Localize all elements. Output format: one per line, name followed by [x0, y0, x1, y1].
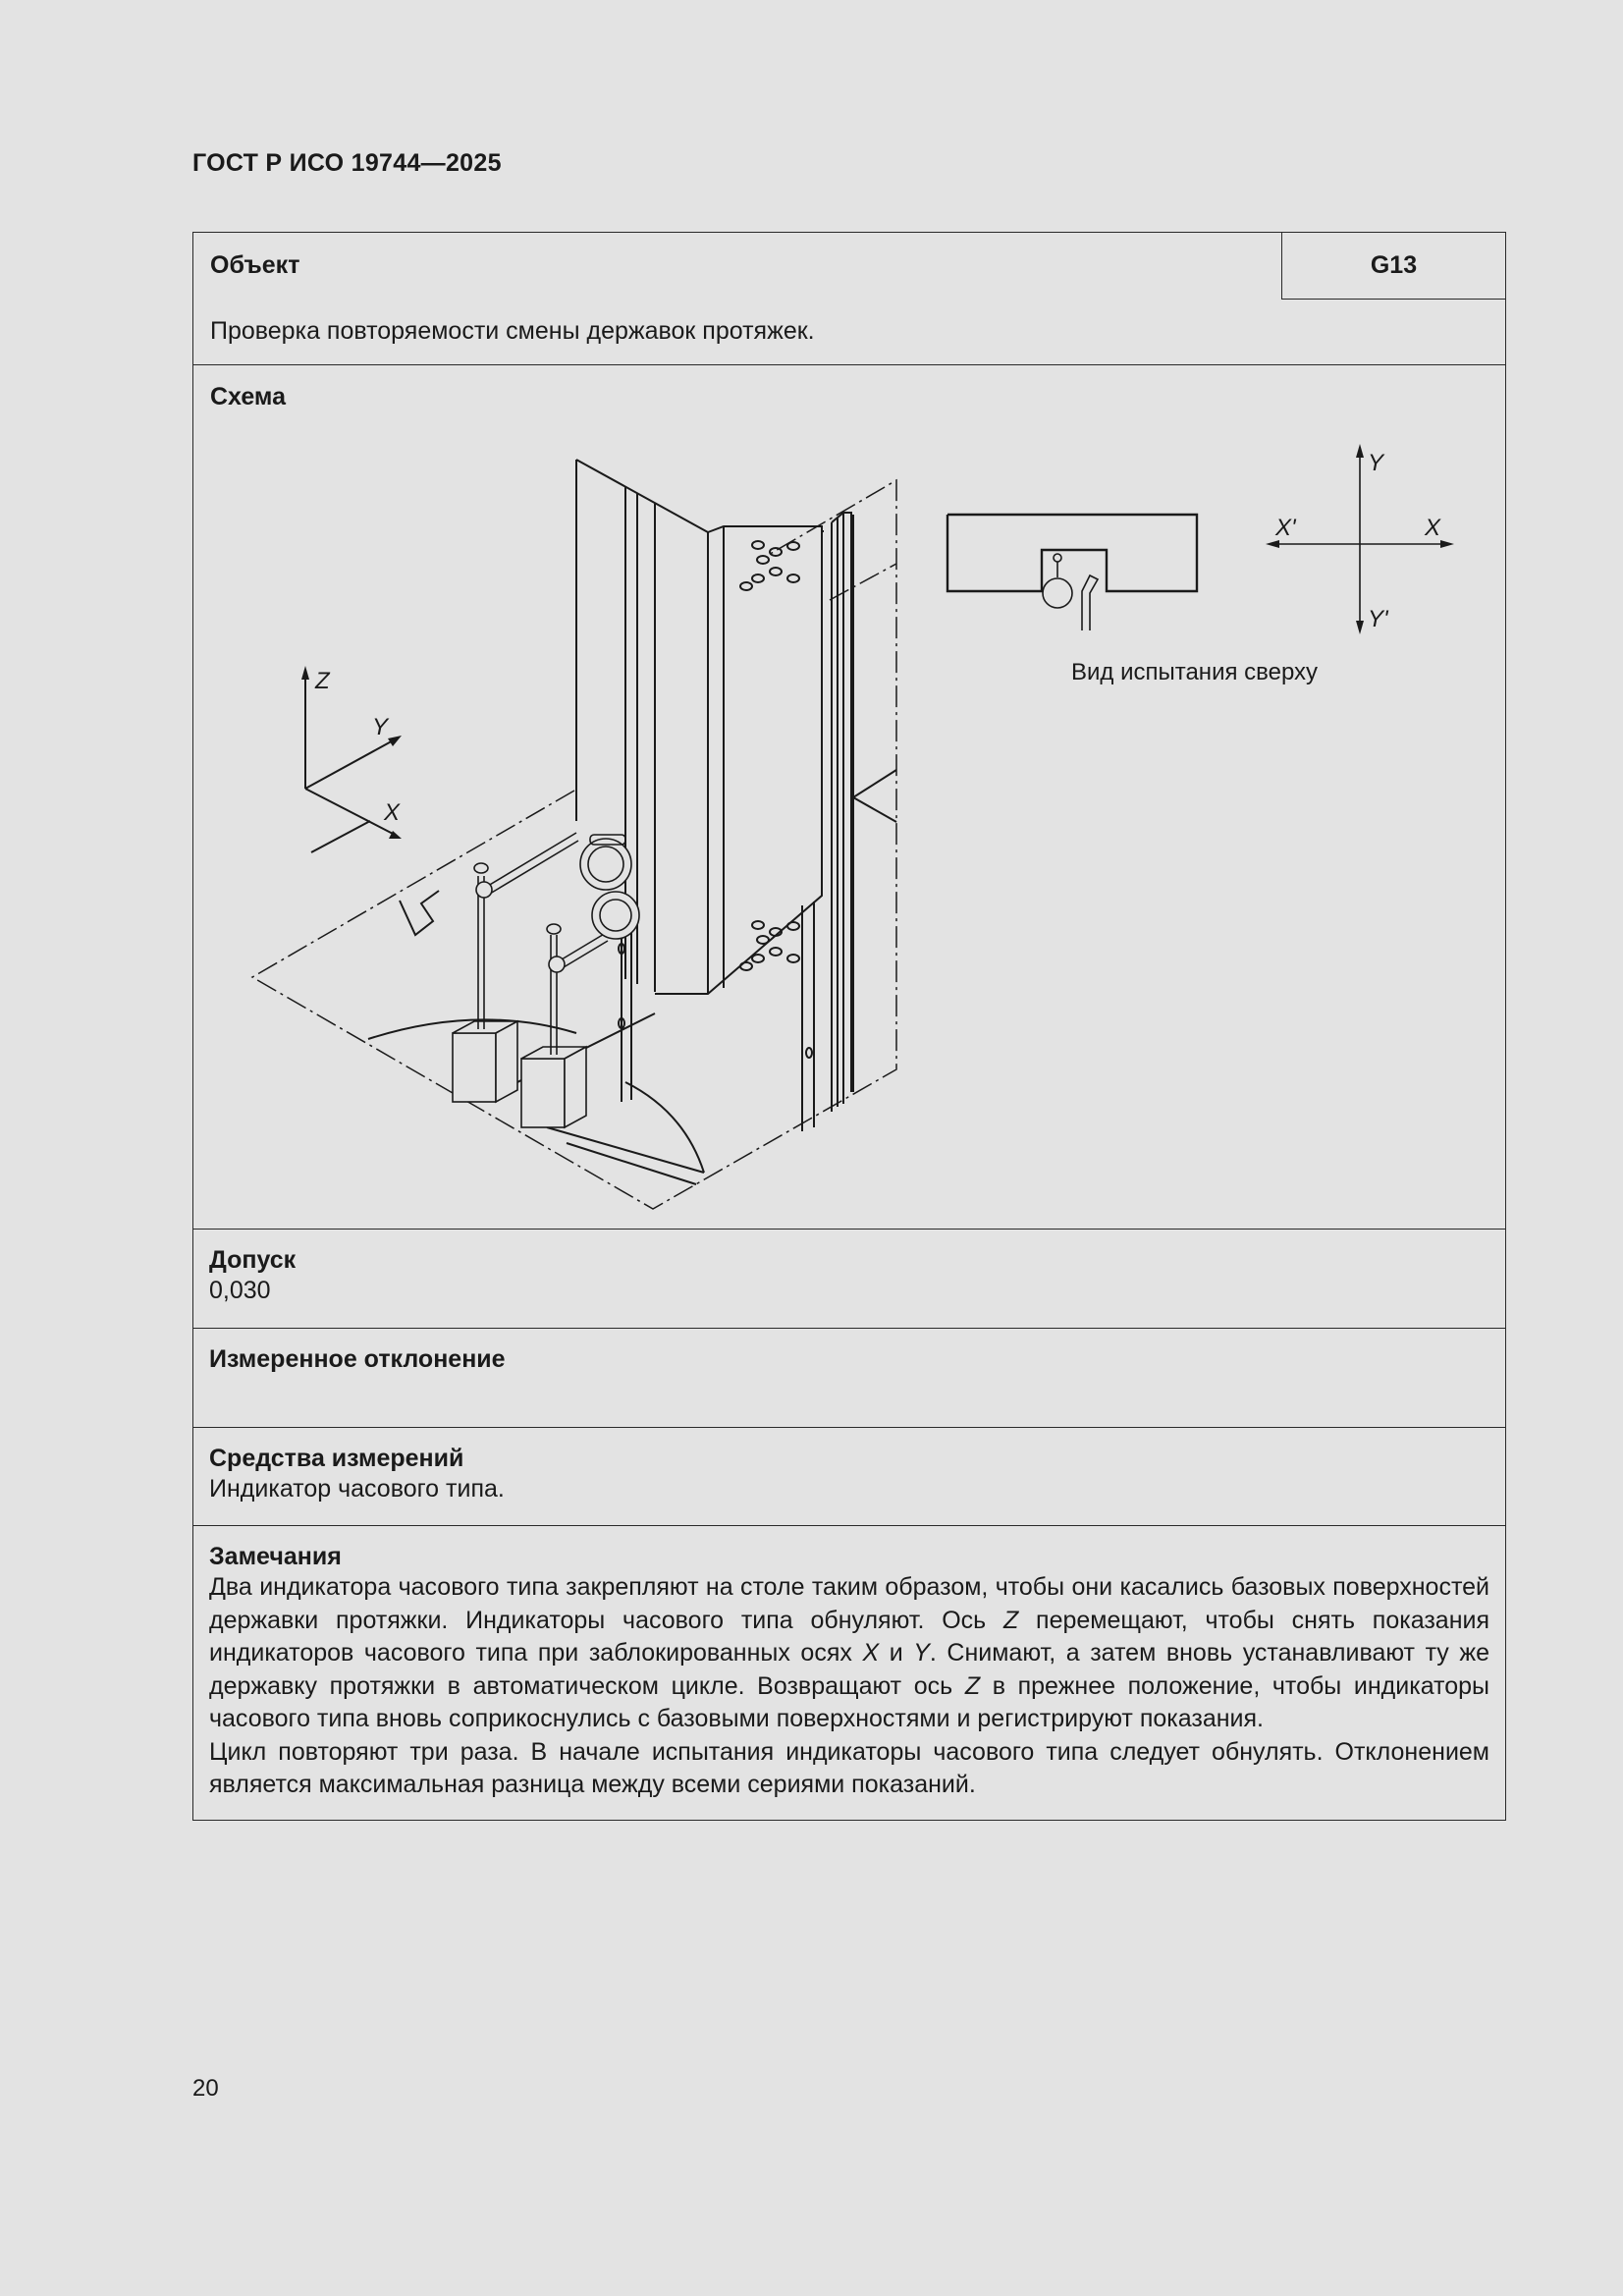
top-axis-y-prime-label: Y'	[1368, 606, 1388, 632]
measured-deviation-row	[193, 1328, 1505, 1427]
scheme-row	[193, 364, 1505, 1229]
measured-deviation-label: Измеренное отклонение	[209, 1345, 506, 1373]
top-view-axes	[1266, 444, 1454, 634]
axis-triad-3d	[301, 666, 402, 839]
page-number: 20	[192, 2075, 219, 2102]
tolerance-label: Допуск	[209, 1246, 297, 1274]
tolerance-value: 0,030	[209, 1277, 271, 1304]
object-text: Проверка повторяемости смены державок протяжек.	[210, 317, 815, 345]
top-axis-x-label: X	[1425, 515, 1441, 541]
test-code: G13	[1281, 233, 1505, 300]
axis-x-label: X	[384, 799, 401, 826]
axis-y-label: Y	[372, 714, 389, 740]
notes-paragraph-2: Цикл повторяют три раза. В начале испытания индикаторы часового типа следует обнулять. Отклонением является максимальная разница между всеми сериями показаний.	[209, 1737, 1489, 1798]
instruments-label: Средства измерений	[209, 1445, 464, 1472]
top-axis-y-label: Y	[1368, 450, 1384, 476]
top-view-caption: Вид испытания сверху	[1071, 659, 1319, 685]
document-header: ГОСТ Р ИСО 19744—2025	[192, 149, 502, 177]
notes-paragraph-1: Два индикатора часового типа закрепляют на столе таким образом, чтобы они касались базовых поверхностей державки протяжки. Индикаторы часового типа обнуляют. Ось Z перемещают, чтобы снять показания индикаторов часового типа при заблокированных осях X и Y. Снимают, а затем вновь устанавливают ту же державку протяжки в автоматическом цикле. Возвращают ось Z в прежнее положение, чтобы индикаторы часового типа вновь соприкоснулись с базовыми поверхностями и регистрируют показания.	[209, 1573, 1490, 1732]
scheme-drawing	[193, 365, 1504, 1228]
axis-z-label: Z	[315, 668, 330, 694]
test-card-table	[192, 232, 1506, 1821]
object-row	[193, 233, 1505, 364]
top-axis-x-prime-label: X'	[1275, 515, 1296, 541]
notes-label: Замечания	[209, 1543, 342, 1570]
instruments-value: Индикатор часового типа.	[209, 1475, 505, 1503]
object-label: Объект	[210, 251, 300, 279]
tolerance-row	[193, 1229, 1505, 1328]
scheme-label: Схема	[210, 383, 286, 410]
broach-holder-column	[576, 460, 896, 1131]
notes-row	[193, 1525, 1505, 1820]
top-view-diagram	[947, 515, 1197, 630]
table-surface	[311, 821, 704, 1184]
instruments-row	[193, 1427, 1505, 1525]
